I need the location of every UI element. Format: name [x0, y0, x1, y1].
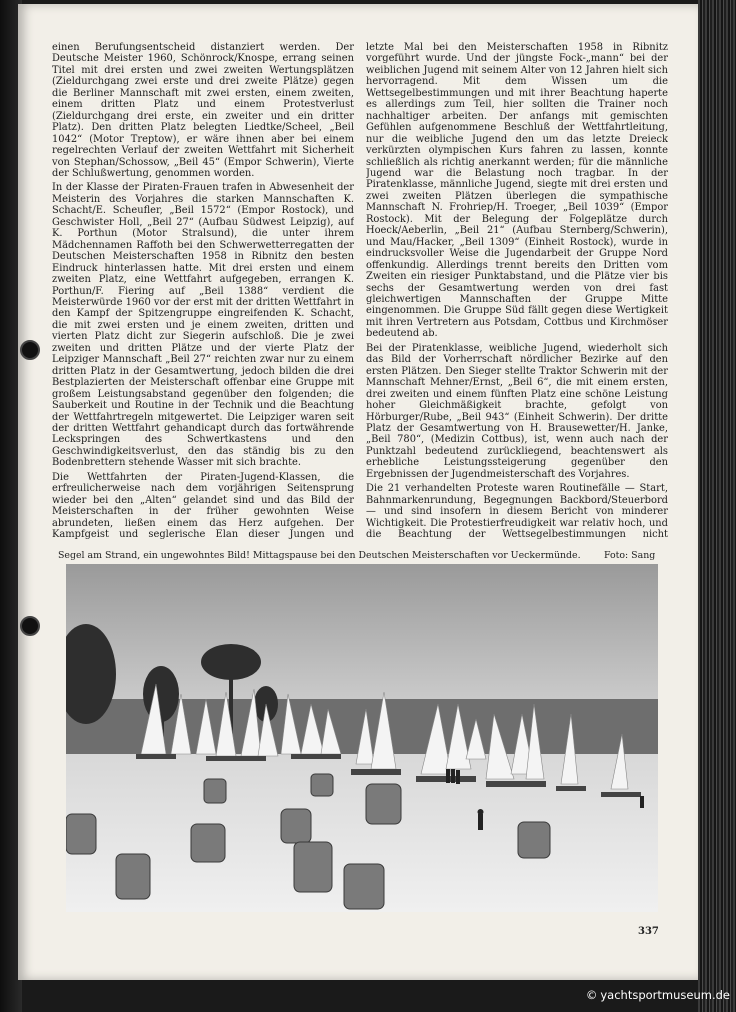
punch-hole [20, 616, 40, 636]
photo-caption [58, 550, 658, 561]
paragraph: Bei der Piratenklasse, weibliche Jugend, wiederholt sich das Bild der Vorherrschaft nördlicher Bezirke auf den ersten Plätzen. Den Sieger stellte Traktor Schwerin mit der Mannschaft Mehner/Ernst, „Beil 6“, die mit einem ersten, drei zweiten und einem fünften Platz eine schöne Leistung hoher Gleichmäßigkeit brachte, gefolgt von Hörburger/Rube, „Beil 943“ (Einheit Schwerin). Der dritte Platz der Gesamtwertung von H. Brausewetter/H. Janke, „Beil 780“, (Medizin Cottbus), ist, wenn auch nach der Punktzahl bedeutend zurückliegend, beachtenswert als erhebliche Leistungssteigerung gegenüber den Ergebnissen der Jugendmeisterschaft des Vorjahres. [366, 342, 668, 480]
right-text-column [366, 42, 668, 540]
watermark [580, 988, 730, 1002]
photo-illustration [66, 564, 658, 912]
watermark-text: yachtsportmuseum.de [600, 988, 730, 1002]
paragraph: Die 21 verhandelten Proteste waren Routinefälle — Start, Bahnmarkenrundung, Begegnungen Backbord/Steuerbord — und sind insofern in diesem Bericht von minderer Wichtigkeit. Die Protestierfreudigkeit war relativ hoch, und die Beachtung der Wettsegelbestimmungen nicht [366, 483, 668, 540]
magazine-page [18, 4, 698, 980]
paragraph: Die Wettfahrten der Piraten-Jugend-Klassen, die erfreulicherweise nach dem vorjährigen Seitensprung wieder bei den „Alten“ gelandet sind und das Bild der Meisterschaften in der früher gewohnten Weise abrundeten, ließen einem das Herz aufgehen. Der Kampfgeist und seglerische Elan dieser Jungen und [52, 471, 354, 540]
photo-credit: Foto: Sang [604, 550, 656, 561]
beach-sailboats-photo [66, 564, 658, 912]
page-number: 337 [638, 926, 659, 937]
paragraph: einen Berufungsentscheid distanziert werden. Der Deutsche Meister 1960, Schönrock/Knospe, errang seinen Titel mit drei ersten und zwei zweiten Wertungsplätzen (Zieldurchgang zwei erste und drei zweite Plätze) gegen die Berliner Mannschaft mit zwei ersten, einem zweiten, einem dritten Platz und einem Protestverlust (Zieldurchgang drei erste, ein zweiter und ein dritter Platz). Den dritten Platz belegten Liedtke/Scheel, „Beil 1042“ (Motor Treptow), er wäre ihnen aber bei einem regelrechten Verlauf der zweiten Wettfahrt mit Sicherheit von Stephan/Schossow, „Beil 45“ (Empor Schwerin), Vierte der Schlußwertung, genommen worden. [52, 42, 354, 179]
left-text-column [52, 42, 354, 540]
caption-text: Segel am Strand, ein ungewohntes Bild! Mittagspause bei den Deutschen Meisterschaften vor Ueckermünde. [58, 550, 581, 561]
punch-hole [20, 340, 40, 360]
copyright-icon: © [585, 988, 598, 1002]
paragraph: In der Klasse der Piraten-Frauen trafen in Abwesenheit der Meisterin des Vorjahres die starken Mannschaften K. Schacht/E. Scheufler, „Beil 1572“ (Empor Rostock), und Geschwister Holl, „Beil 27“ (Aufbau Südwest Leipzig), auf K. Porthun (Motor Stralsund), die unter ihrem Mädchennamen Raffoth bei den Schwerwetterregatten der Deutschen Meisterschaften 1958 in Ribnitz den besten Eindruck hinterlassen hatte. Mit drei ersten und einem zweiten Platz, eine Wettfahrt aufgegeben, errangen K. Porthun/F. Fiering auf „Beil 1388“ verdient die Meisterwürde 1960 vor der erst mit der dritten Wettfahrt in den Kampf der Spitzengruppe eingreifenden K. Schacht, die mit zwei ersten und je einem zweiten, dritten und vierten Platz dicht zur Siegerin aufschloß. Die je zwei zweiten und dritten Plätze und der vierte Platz der Leipziger Mannschaft „Beil 27“ reichten zwar nur zu einem dritten Platz in der Gesamtwertung, jedoch bilden die drei Bestplazierten der Meisterschaft offenbar eine Gruppe mit großem Leistungsabstand gegenüber den folgenden; die Sauberkeit und Routine in der Technik und die Beachtung der Wettfahrtregeln mitgewertet. Die Leipziger waren seit der dritten Wettfahrt gehandicapt durch das fortwährende Leckspringen des Schwertkastens und den Geschwindigkeitsverlust, den das ständig bis zu den Bodenbrettern stehende Wasser mit sich brachte. [52, 182, 354, 469]
paragraph: letzte Mal bei den Meisterschaften 1958 in Ribnitz vorgeführt wurde. Und der jüngste Fock-„mann“ bei der weiblichen Jugend mit seinem Alter von 12 Jahren hielt sich hervorragend. Mit dem Wissen um die Wettsegelbestimmungen und mit ihrer Beachtung haperte es allerdings zum Teil, hier sollten die Trainer noch nachhaltiger arbeiten. Der anfangs mit gemischten Gefühlen aufgenommene Beschluß der Wettfahrtleitung, nur die weibliche Jugend den um das letzte Dreieck verkürzten olympischen Kurs fahren zu lassen, konnte schließlich als richtig anerkannt werden; für die männliche Jugend war die Belastung noch tragbar. In der Piratenklasse, männliche Jugend, siegte mit drei ersten und zwei zweiten Plätzen überlegen die sympathische Mannschaft N. Frohriep/H. Troeger, „Beil 1039“ (Empor Rostock). Mit der Belegung der Folgeplätze durch Hoeck/Aeberlin, „Beil 21“ (Aufbau Sternberg/Schwerin), und Mau/Hacker, „Beil 1309“ (Einheit Rostock), wurde in eindrucksvoller Weise die Jugendarbeit der Gruppe Nord offenkundig. Allerdings trennt bereits den Dritten vom Zweiten ein riesiger Punktabstand, und die Plätze vier bis sechs der Gesamtwertung werden von drei fast gleichwertigen Mannschaften der Gruppe Mitte eingenommen. Die Gruppe Süd fällt gegen diese Wertigkeit mit ihren Vertretern aus Potsdam, Cottbus und Kirchmöser bedeutend ab. [366, 42, 668, 340]
book-binding-edge [698, 0, 736, 1012]
